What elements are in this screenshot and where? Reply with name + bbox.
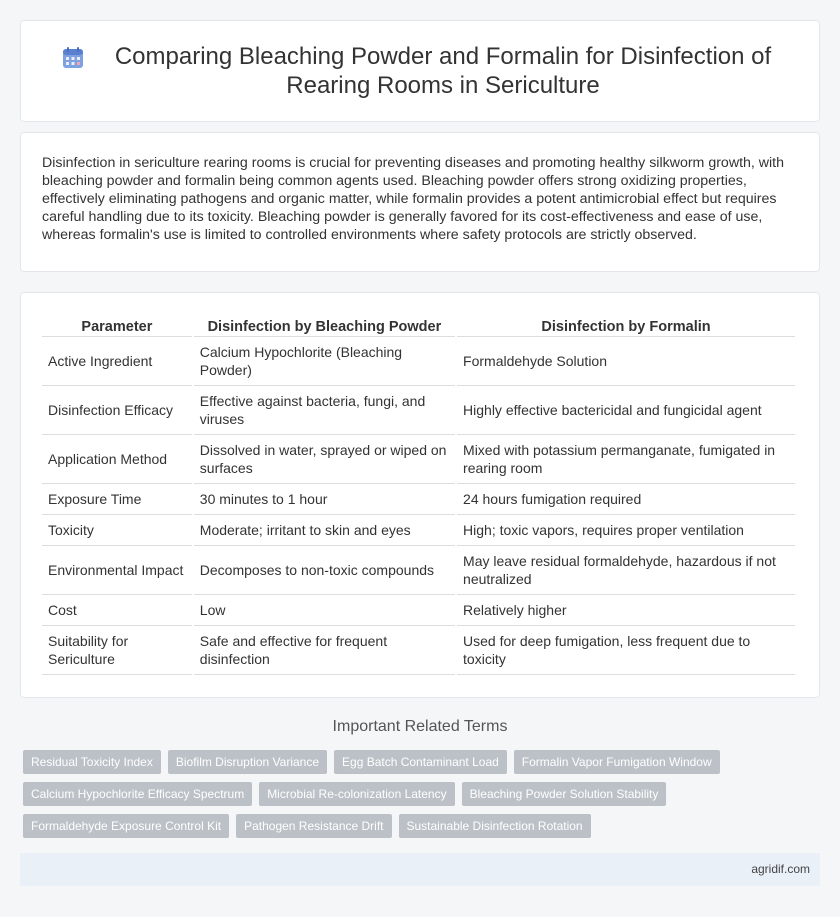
tag-row [23,782,823,806]
table-cell: 24 hours fumigation required [457,484,795,515]
table-cell: Environmental Impact [42,546,192,595]
comparison-table [40,313,797,675]
table-cell: Toxicity [42,515,192,546]
table-row [42,546,795,595]
table-row [42,386,795,435]
footer-site-link[interactable]: agridif.com [751,862,810,876]
table-cell: High; toxic vapors, requires proper ventilation [457,515,795,546]
table-cell: Effective against bacteria, fungi, and viruses [194,386,455,435]
table-row [42,484,795,515]
tag-residual-toxicity-index[interactable]: Residual Toxicity Index [23,750,161,774]
intro-text: Disinfection in sericulture rearing rooms is crucial for preventing diseases and promoting healthy silkworm growth, with bleaching powder and formalin being common agents used. Bleaching powder offers strong oxidizing properties, effectively eliminating pathogens and organic matter, while formalin provides a potent antimicrobial effect but requires careful handling due to its toxicity. Bleaching powder is generally favored for its cost-effectiveness and ease of use, whereas formalin's use is limited to controlled environments where safety protocols are strictly observed. [42,155,785,243]
tag-biofilm-disruption-variance[interactable]: Biofilm Disruption Variance [168,750,327,774]
table-cell: Suitability for Sericulture [42,626,192,675]
tag-row [23,814,823,838]
table-row [42,515,795,546]
page-title: Comparing Bleaching Powder and Formalin for Disinfection of Rearing Rooms in Sericulture [114,43,772,99]
tag-microbial-recolonization-latency[interactable]: Microbial Re-colonization Latency [259,782,454,806]
table-cell: Safe and effective for frequent disinfection [194,626,455,675]
tag-calcium-hypochlorite-efficacy-spectrum[interactable]: Calcium Hypochlorite Efficacy Spectrum [23,782,252,806]
tag-sustainable-disinfection-rotation[interactable]: Sustainable Disinfection Rotation [399,814,591,838]
table-cell: Calcium Hypochlorite (Bleaching Powder) [194,337,455,386]
table-row [42,337,795,386]
table-cell: Low [194,595,455,626]
table-cell: Mixed with potassium permanganate, fumigated in rearing room [457,435,795,484]
calendar-icon [61,46,85,70]
table-cell: Decomposes to non-toxic compounds [194,546,455,595]
related-terms-tags [23,750,823,846]
intro-card [20,132,820,272]
table-row [42,626,795,675]
table-cell: Highly effective bactericidal and fungicidal agent [457,386,795,435]
tag-row [23,750,823,774]
table-cell: Moderate; irritant to skin and eyes [194,515,455,546]
table-row [42,435,795,484]
comparison-table-card [20,292,820,698]
table-cell: Application Method [42,435,192,484]
tag-formalin-vapor-fumigation-window[interactable]: Formalin Vapor Fumigation Window [514,750,720,774]
tag-formaldehyde-exposure-control-kit[interactable]: Formaldehyde Exposure Control Kit [23,814,229,838]
column-header-parameter: Parameter [42,313,192,337]
table-cell: Disinfection Efficacy [42,386,192,435]
table-cell: Exposure Time [42,484,192,515]
footer [20,853,820,886]
related-terms-title: Important Related Terms [332,718,508,735]
tag-pathogen-resistance-drift[interactable]: Pathogen Resistance Drift [236,814,391,838]
column-header-formalin: Disinfection by Formalin [457,313,795,337]
table-cell: Formaldehyde Solution [457,337,795,386]
tag-bleaching-powder-solution-stability[interactable]: Bleaching Powder Solution Stability [462,782,667,806]
header-card [20,20,820,122]
column-header-bleaching-powder: Disinfection by Bleaching Powder [194,313,455,337]
table-cell: Cost [42,595,192,626]
table-cell: Active Ingredient [42,337,192,386]
table-header-row [42,313,795,337]
table-cell: Relatively higher [457,595,795,626]
table-cell: Used for deep fumigation, less frequent due to toxicity [457,626,795,675]
table-row [42,595,795,626]
table-cell: Dissolved in water, sprayed or wiped on surfaces [194,435,455,484]
tag-egg-batch-contaminant-load[interactable]: Egg Batch Contaminant Load [334,750,507,774]
table-cell: May leave residual formaldehyde, hazardous if not neutralized [457,546,795,595]
title-wrap [21,42,819,100]
table-cell: 30 minutes to 1 hour [194,484,455,515]
